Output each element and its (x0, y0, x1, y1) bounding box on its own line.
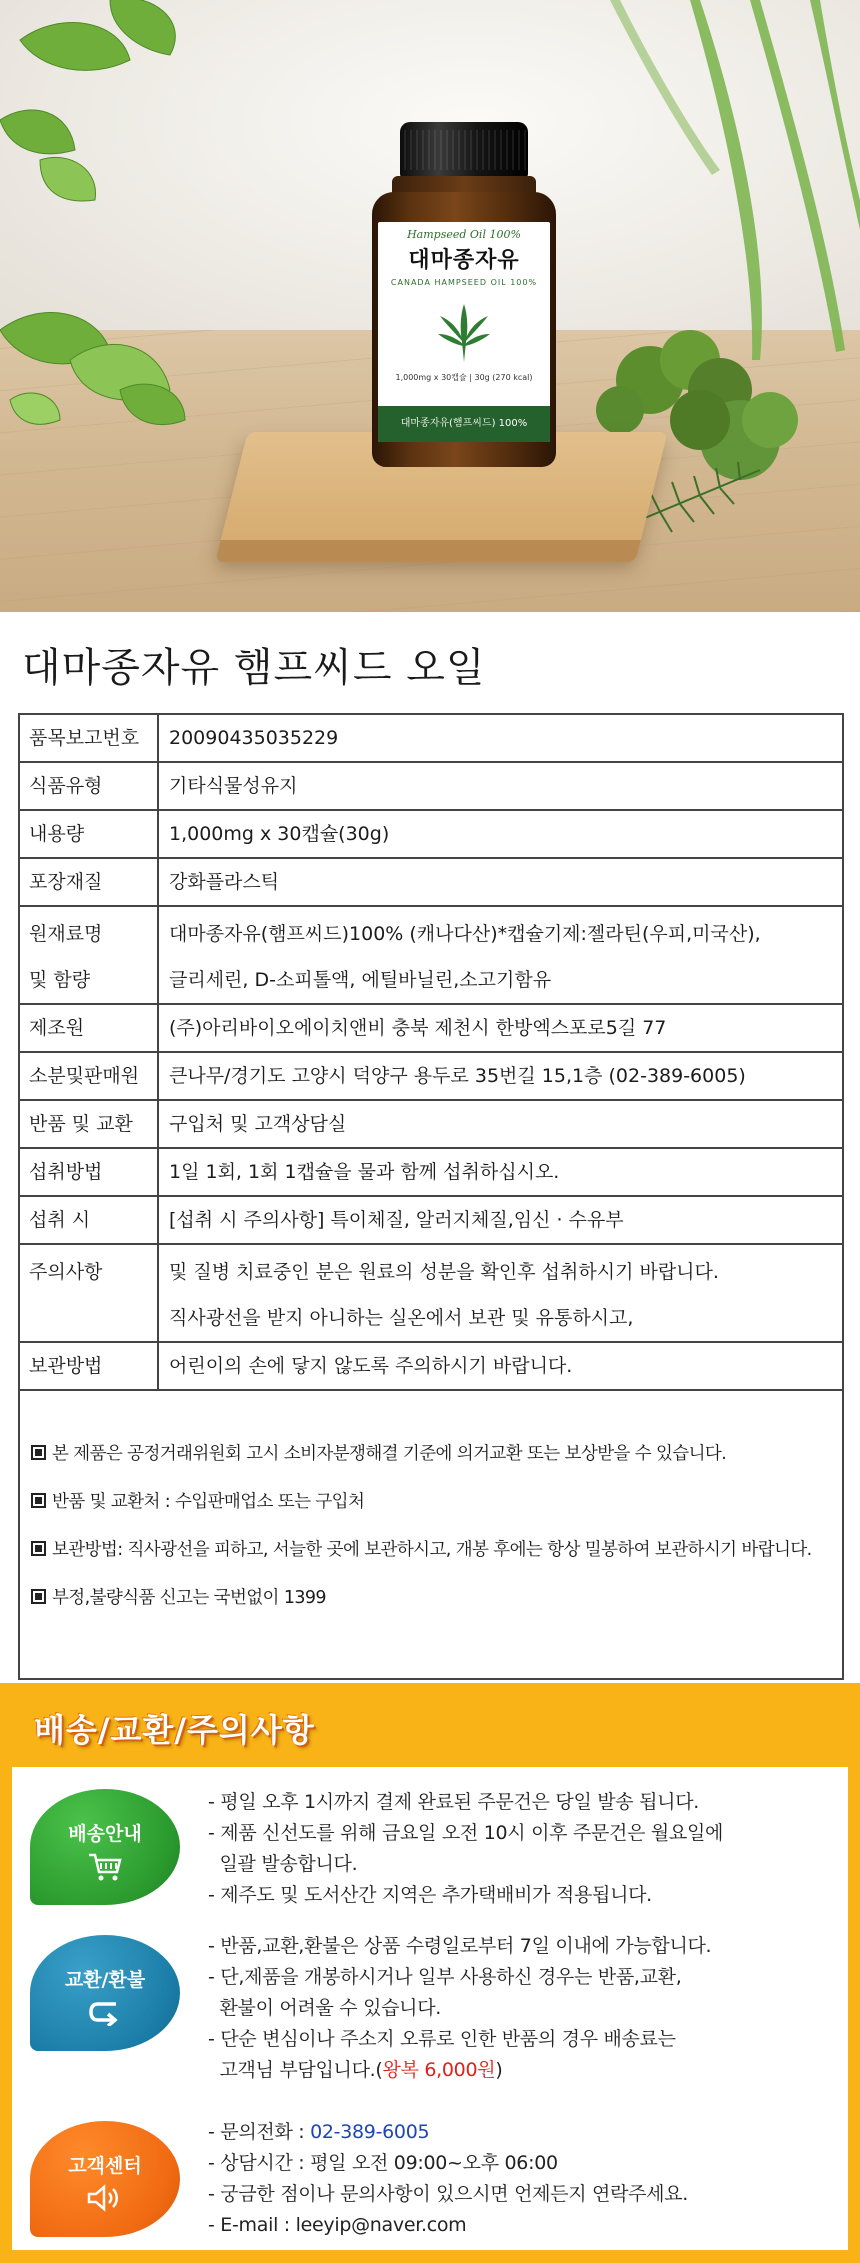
return-arrow-icon (30, 1998, 180, 2033)
spec-key: 식품유형 (20, 763, 159, 809)
fee-prefix: 고객님 부담입니다.( (208, 2059, 383, 2081)
spec-row (20, 1245, 842, 1343)
label-script-text: Hampseed Oil 100% (407, 228, 521, 241)
notice-text: 반품 및 교환처 : 수입판매업소 또는 구입처 (52, 1491, 365, 1512)
label-band-text: 대마종자유(햄프씨드) 100% (378, 406, 550, 442)
phone-number-link[interactable]: 02-389-6005 (310, 2121, 430, 2143)
shipping-line: - 제주도 및 도서산간 지역은 추가택배비가 적용됩니다. (208, 1884, 652, 1906)
bottle-cap (400, 122, 528, 178)
fee-suffix: ) (495, 2059, 503, 2081)
spec-value: (주)아리바이오에이치앤비 충북 제천시 한방엑스포로5길 77 (169, 1017, 667, 1039)
exchange-line: 환불이 어려울 수 있습니다. (208, 1997, 442, 2019)
delivery-panel (12, 1767, 848, 2250)
notice-item (20, 1572, 842, 1620)
spec-value: 어린이의 손에 닿지 않도록 주의하시기 바랍니다. (169, 1355, 573, 1377)
spec-key-line: 원재료명 (29, 923, 103, 945)
return-fee-highlight: 왕복 6,000원 (382, 2059, 496, 2081)
spec-value: 강화플라스틱 (169, 871, 280, 893)
label-ring-text: CANADA HAMPSEED OIL 100% (390, 278, 538, 287)
bottle-label (378, 222, 550, 442)
spec-key (20, 1245, 159, 1341)
cart-icon (30, 1852, 180, 1889)
spec-value (159, 907, 842, 1003)
spec-key: 내용량 (20, 811, 159, 857)
spec-row (20, 1197, 842, 1245)
support-badge-label: 고객센터 (68, 2155, 142, 2177)
spec-value: 큰나무/경기도 고양시 덕양구 용두로 35번길 15,1층 (02-389-6005) (169, 1065, 746, 1087)
notice-text: 보관방법: 직사광선을 피하고, 서늘한 곳에 보관하시고, 개봉 후에는 항상 밀봉하여 보관하시기 바랍니다. (52, 1539, 812, 1560)
shipping-line: 일괄 발송합니다. (208, 1853, 358, 1875)
cutting-board-edge (215, 540, 640, 562)
support-line: - 상담시간 : 평일 오전 09:00~오후 06:00 (208, 2152, 558, 2174)
shipping-lines (208, 1787, 723, 1911)
spec-key-line: 및 함량 (29, 969, 91, 991)
spec-row (20, 811, 842, 859)
checkbox-icon (31, 1493, 46, 1508)
support-line: - 궁금한 점이나 문의사항이 있으시면 언제든지 연락주세요. (208, 2183, 689, 2205)
spec-row (20, 859, 842, 907)
shipping-badge-label: 배송안내 (68, 1823, 142, 1845)
support-phone-line (208, 2117, 688, 2148)
spec-value: 1,000mg x 30캡슐(30g) (169, 823, 390, 845)
spec-key: 포장재질 (20, 859, 159, 905)
spec-key: 섭취방법 (20, 1149, 159, 1195)
hemp-leaf-icon (438, 302, 490, 368)
speaker-icon (30, 2184, 180, 2219)
spec-value: 기타식물성유지 (169, 775, 298, 797)
product-title: 대마종자유 햄프씨드 오일 (22, 645, 486, 691)
notice-box (18, 1386, 844, 1680)
spec-value: 20090435035229 (169, 727, 339, 749)
notice-text: 본 제품은 공정거래위원회 고시 소비자분쟁해결 기준에 의거교환 또는 보상받을 수 있습니다. (52, 1443, 727, 1464)
product-bottle (372, 122, 556, 467)
spec-value-line: 글리세린, D-소피톨액, 에틸바닐린,소고기함유 (169, 969, 552, 991)
product-info-table (18, 713, 844, 1391)
shipping-line: - 평일 오후 1시까지 결제 완료된 주문건은 당일 발송 됩니다. (208, 1791, 699, 1813)
spec-value: 1일 1회, 1회 1캡슐을 물과 함께 섭취하십시오. (169, 1161, 560, 1183)
spec-key-line: 주의사항 (29, 1261, 103, 1283)
spec-key: 보관방법 (20, 1343, 159, 1389)
spec-row (20, 715, 842, 763)
label-product-name: 대마종자유 (408, 248, 520, 273)
exchange-fee-line (208, 2055, 711, 2086)
spec-row (20, 1053, 842, 1101)
spec-value (159, 1245, 842, 1341)
delivery-heading: 배송/교환/주의사항 (34, 1711, 315, 1749)
spec-value-line: 직사광선을 받지 아니하는 실온에서 보관 및 유통하시고, (169, 1307, 634, 1329)
spec-key: 소분및판매원 (20, 1053, 159, 1099)
exchange-badge-label: 교환/환불 (64, 1969, 146, 1991)
notice-item (20, 1428, 842, 1476)
spec-row (20, 1101, 842, 1149)
notice-text: 부정,불량식품 신고는 국번없이 1399 (52, 1587, 326, 1608)
spec-key: 품목보고번호 (20, 715, 159, 761)
spec-key (20, 907, 159, 1003)
spec-value: [섭취 시 주의사항] 특이체질, 알러지체질,임신 · 수유부 (169, 1209, 624, 1231)
delivery-section (0, 1683, 860, 2263)
exchange-line: - 단,제품을 개봉하시거나 일부 사용하신 경우는 반품,교환, (208, 1966, 682, 1988)
exchange-lines (208, 1931, 711, 2086)
spec-key: 제조원 (20, 1005, 159, 1051)
shipping-badge (30, 1789, 180, 1905)
notice-item (20, 1476, 842, 1524)
label-capsule-text: 1,000mg x 30캡슐 | 30g (270 kcal) (395, 373, 533, 382)
support-email-line[interactable]: - E-mail : leeyip@naver.com (208, 2214, 467, 2236)
spec-key: 반품 및 교환 (20, 1101, 159, 1147)
product-hero-image (0, 0, 860, 612)
exchange-line: - 단순 변심이나 주소지 오류로 인한 반품의 경우 배송료는 (208, 2028, 676, 2050)
spec-row (20, 1343, 842, 1389)
spec-row (20, 1149, 842, 1197)
phone-label: - 문의전화 : (208, 2121, 311, 2143)
spec-value-line: 및 질병 치료중인 분은 원료의 성분을 확인후 섭취하시기 바랍니다. (169, 1261, 719, 1283)
spec-row (20, 907, 842, 1005)
spec-value-line: 대마종자유(햄프씨드)100% (캐나다산)*캡슐기제:젤라틴(우피,미국산), (169, 923, 761, 945)
checkbox-icon (31, 1445, 46, 1460)
spec-row (20, 763, 842, 811)
spec-value: 구입처 및 고객상담실 (169, 1113, 347, 1135)
exchange-badge (30, 1935, 180, 2051)
exchange-line: - 반품,교환,환불은 상품 수령일로부터 7일 이내에 가능합니다. (208, 1935, 712, 1957)
notice-item (20, 1524, 842, 1572)
checkbox-icon (31, 1589, 46, 1604)
checkbox-icon (31, 1541, 46, 1556)
spec-key: 섭취 시 (20, 1197, 159, 1243)
spec-row (20, 1005, 842, 1053)
support-lines (208, 2117, 688, 2241)
shipping-line: - 제품 신선도를 위해 금요일 오전 10시 이후 주문건은 월요일에 (208, 1822, 724, 1844)
support-badge (30, 2121, 180, 2237)
